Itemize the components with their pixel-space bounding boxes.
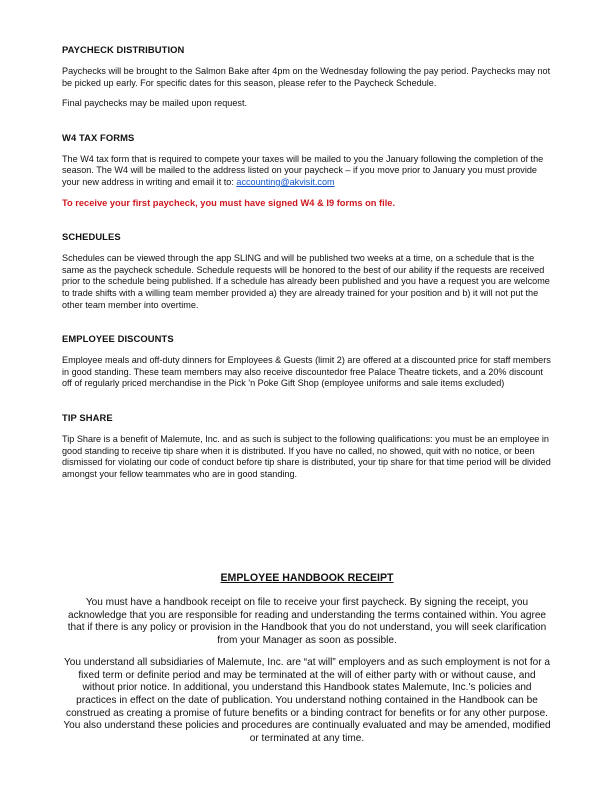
document-body [62, 44, 552, 502]
paragraph-text: The W4 tax form that is required to compete your taxes will be mailed to you the January following the completion of the season. The W4 will be mailed to the address listed on your paycheck – if you move prior to January you must provide your new address in writing and email it to: [62, 153, 544, 187]
section-paycheck-distribution [62, 44, 552, 110]
accounting-email-link[interactable]: accounting@akvisit.com [236, 176, 335, 187]
section-heading: PAYCHECK DISTRIBUTION [62, 44, 185, 55]
section-tip-share [62, 412, 552, 480]
section-employee-discounts [62, 333, 552, 390]
section-w4-tax-forms [62, 132, 552, 209]
paragraph: You must have a handbook receipt on file to receive your first paycheck. By signing the receipt, you acknowledge that you are responsible for reading and understanding the terms contained within. You agree that if there is any policy or provision in the Handbook that you do not understand, you will seek clarification from your Manager as soon as possible. [67, 597, 547, 647]
paragraph: Final paychecks may be mailed upon request. [62, 98, 248, 109]
section-heading: W4 TAX FORMS [62, 131, 135, 143]
first-paycheck-alert: To receive your first paycheck, you must have signed W4 & I9 forms on file. [62, 197, 396, 208]
paragraph [62, 154, 552, 189]
section-heading: TIP SHARE [62, 411, 113, 423]
section-heading: EMPLOYEE DISCOUNTS [62, 333, 174, 345]
paragraph: Tip Share is a benefit of Malemute, Inc. and as such is subject to the following qualifications: you must be an employee in good standing to receive tip share when it is distributed. If you have no called, no showed, quit with no notice, or been dismissed for violating our code of conduct before tip share is distributed, your tip share for that time period will be divided amongst your fellow teammates who are in good standing. [62, 433, 551, 479]
receipt-heading: EMPLOYEE HANDBOOK RECEIPT [220, 572, 394, 584]
paragraph: Schedules can be viewed through the app SLING and will be published two weeks at a time, on a schedule that is the same as the paycheck schedule. Schedule requests will be honored to the best of our ability if the requests are received prior to the schedule being published. If a schedule has already been published and you have a request you are welcome to trade shifts with a willing team member provided a) they are already trained for your position and b) it will not put the other team member into overtime. [62, 253, 550, 310]
section-handbook-receipt [62, 572, 552, 755]
paragraph: You understand all subsidiaries of Malemute, Inc. are “at will” employers and as such employment is not for a fixed term or definite period and may be terminated at the will of either party with or without cause, and without prior notice. In additional, you understand this Handbook states Malemute, Inc.'s policies and practices in effect on the date of publication. You understand nothing contained in the Handbook can be construed as creating a promise of future benefits or a binding contract for benefits or for any other purpose. You also understand these policies and procedures are continually evaluated and may be amended, modified or terminated at any time. [63, 656, 551, 745]
paragraph: Paychecks will be brought to the Salmon Bake after 4pm on the Wednesday following the pay period. Paychecks may not be picked up early. For specific dates for this season, please refer to the Paycheck Schedule. [62, 66, 551, 88]
section-heading: SCHEDULES [62, 231, 121, 243]
paragraph: Employee meals and off-duty dinners for Employees & Guests (limit 2) are offered at a discounted price for staff members in good standing. These team members may also receive discountedor free Palace Theatre tickets, and a 20% discount off of regularly priced merchandise in the Pick 'n Poke Gift Shop (employee uniforms and sale items excluded) [62, 355, 551, 389]
section-schedules [62, 231, 552, 311]
